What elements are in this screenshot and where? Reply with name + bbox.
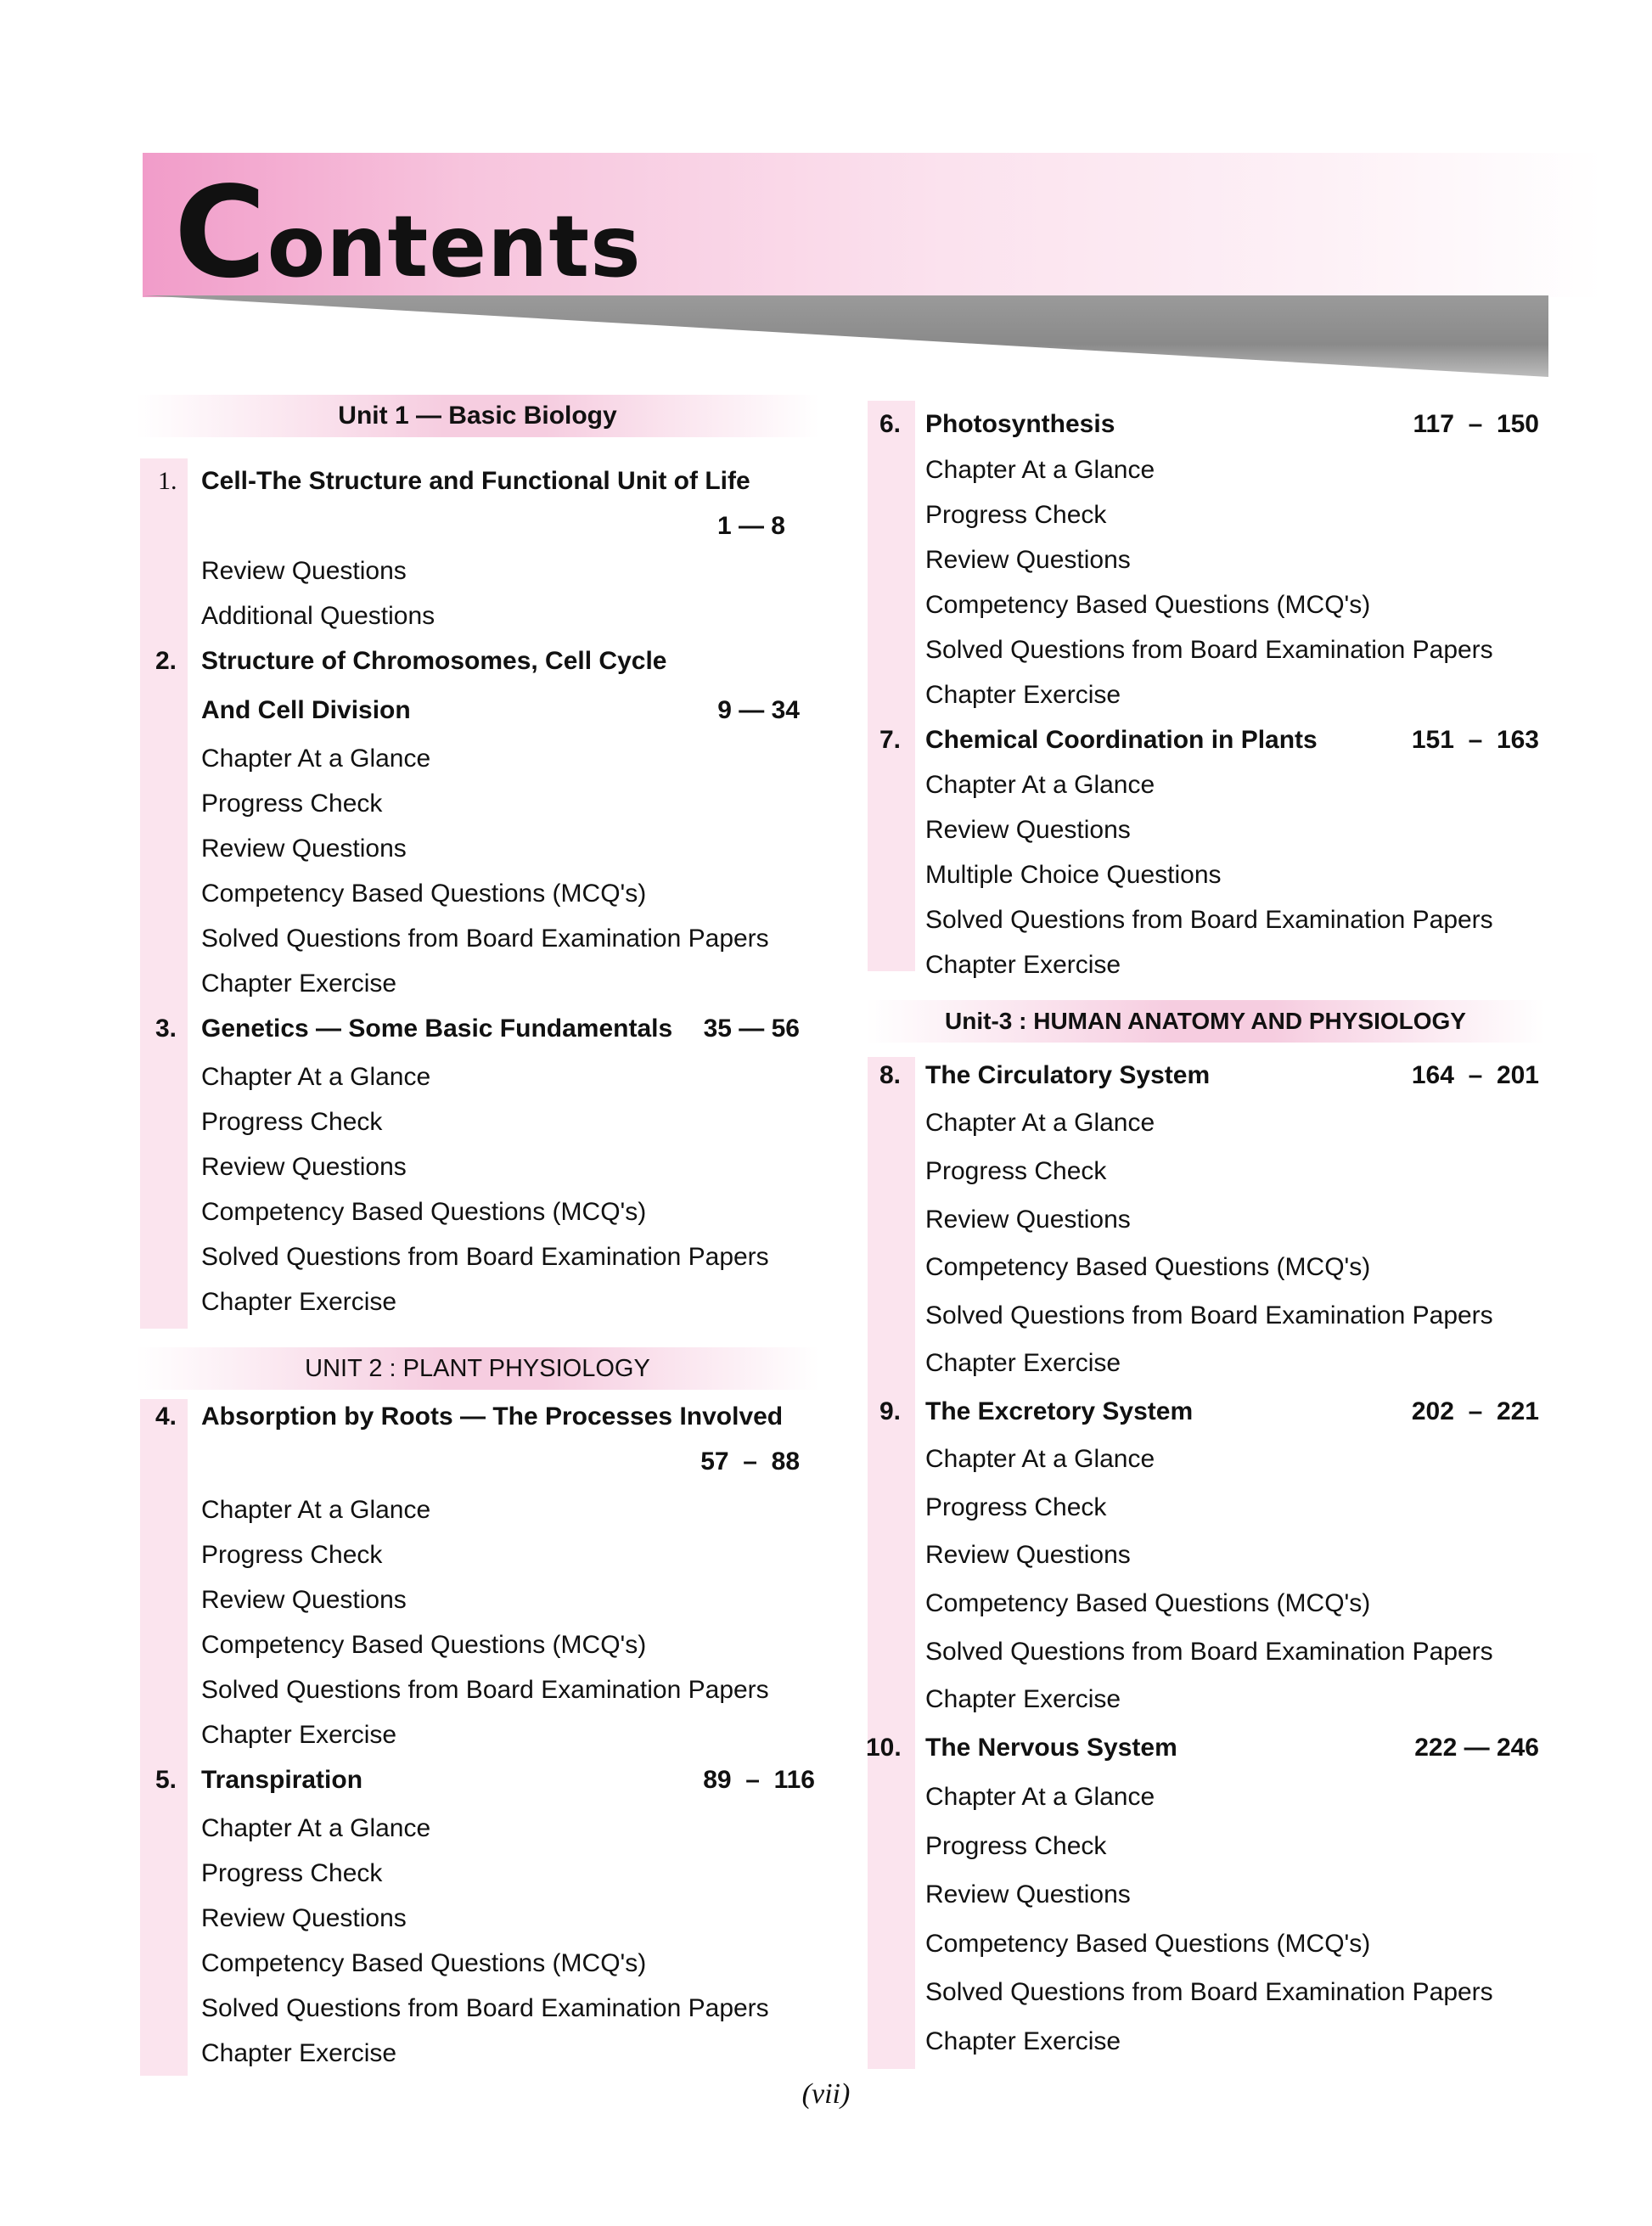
chapter-pages: 9 — 34: [717, 696, 800, 724]
chapter-pages: 1 — 8: [716, 512, 785, 540]
chapter-pages: 89 – 116: [703, 1766, 815, 1794]
chapter-number: 2.: [155, 647, 177, 675]
toc-item: Chapter Exercise: [925, 681, 1121, 709]
toc-item: Chapter Exercise: [201, 2039, 397, 2067]
toc-item: Chapter At a Glance: [925, 1445, 1155, 1473]
toc-item: Progress Check: [201, 1541, 383, 1569]
chapter-title: Chemical Coordination in Plants: [925, 726, 1318, 754]
toc-item: Chapter Exercise: [925, 951, 1121, 979]
toc-item: Competency Based Questions (MCQ's): [201, 1949, 647, 1977]
chapter-pages: 222 — 246: [1414, 1734, 1539, 1762]
toc-item: Chapter At a Glance: [201, 745, 431, 773]
toc-item: Progress Check: [925, 1157, 1107, 1185]
toc-item: Review Questions: [201, 1904, 407, 1932]
chapter-number: 6.: [879, 410, 902, 438]
unit-2-header: UNIT 2 : PLANT PHYSIOLOGY: [136, 1347, 819, 1390]
banner-shadow: [143, 295, 1548, 377]
toc-item: Chapter Exercise: [925, 1685, 1121, 1713]
toc-item: Review Questions: [925, 1880, 1131, 1908]
toc-item: Review Questions: [925, 1206, 1131, 1234]
chapter-title: The Excretory System: [925, 1397, 1194, 1425]
toc-item: Solved Questions from Board Examination Papers: [925, 636, 1493, 664]
toc-item: Solved Questions from Board Examination Papers: [925, 1978, 1493, 2006]
title-initial: C: [174, 160, 267, 306]
toc-item: Chapter At a Glance: [925, 1109, 1155, 1137]
toc-item: Competency Based Questions (MCQ's): [925, 1930, 1371, 1958]
unit-3-header: Unit-3 : HUMAN ANATOMY AND PHYSIOLOGY: [866, 1000, 1545, 1043]
chapter-pages: 117 – 150: [1413, 410, 1539, 438]
toc-item: Competency Based Questions (MCQ's): [201, 1198, 647, 1226]
chapter-number: 7.: [879, 726, 902, 754]
chapter-number: 5.: [155, 1766, 177, 1794]
toc-item: Progress Check: [925, 501, 1107, 529]
toc-item: Progress Check: [925, 1493, 1107, 1521]
toc-item: Progress Check: [201, 1108, 383, 1136]
page-folio: (vii): [801, 2078, 851, 2110]
chapter-number: 3.: [155, 1015, 177, 1043]
chapter-title-cont: And Cell Division: [201, 696, 411, 724]
toc-item: Progress Check: [201, 1859, 383, 1887]
toc-item: Review Questions: [201, 557, 407, 585]
toc-item: Competency Based Questions (MCQ's): [201, 880, 647, 908]
toc-item: Progress Check: [201, 790, 383, 818]
toc-item: Review Questions: [925, 546, 1131, 574]
chapter-title: The Circulatory System: [925, 1061, 1211, 1089]
toc-item: Competency Based Questions (MCQ's): [925, 591, 1371, 619]
left-strip-unit2: [140, 1399, 188, 2076]
toc-item: Chapter Exercise: [201, 970, 397, 998]
toc-item: Chapter At a Glance: [925, 456, 1155, 484]
toc-item: Chapter Exercise: [925, 1349, 1121, 1377]
toc-item: Review Questions: [925, 816, 1131, 844]
chapter-title: Cell-The Structure and Functional Unit of Life: [201, 467, 750, 495]
title-rest: ontents: [267, 197, 642, 296]
toc-item: Chapter Exercise: [201, 1288, 397, 1316]
chapter-pages: 202 – 221: [1411, 1397, 1539, 1425]
left-strip-unit1: [140, 458, 188, 1329]
chapter-title: Absorption by Roots — The Processes Involved: [201, 1402, 784, 1431]
chapter-title: Structure of Chromosomes, Cell Cycle: [201, 647, 667, 675]
right-strip-lower: [868, 1057, 915, 2069]
chapter-number: 9.: [879, 1397, 902, 1425]
chapter-title: Photosynthesis: [925, 410, 1115, 438]
toc-item: Chapter At a Glance: [925, 771, 1155, 799]
toc-item: Multiple Choice Questions: [925, 861, 1222, 889]
toc-item: Solved Questions from Board Examination Papers: [201, 925, 769, 953]
toc-item: Competency Based Questions (MCQ's): [925, 1253, 1371, 1281]
toc-item: Competency Based Questions (MCQ's): [925, 1589, 1371, 1617]
toc-item: Solved Questions from Board Examination Papers: [201, 1676, 769, 1704]
toc-item: Review Questions: [201, 835, 407, 863]
chapter-pages: 164 – 201: [1411, 1061, 1539, 1089]
toc-item: Chapter Exercise: [925, 2027, 1121, 2055]
toc-item: Chapter At a Glance: [925, 1783, 1155, 1811]
toc-item: Chapter At a Glance: [201, 1814, 431, 1842]
toc-item: Chapter Exercise: [201, 1721, 397, 1749]
toc-item: Chapter At a Glance: [201, 1496, 431, 1524]
chapter-number: 8.: [879, 1061, 902, 1089]
unit-1-header: Unit 1 — Basic Biology: [136, 395, 819, 437]
toc-item: Review Questions: [925, 1541, 1131, 1569]
chapter-number: 4.: [155, 1402, 177, 1431]
chapter-number: 1.: [158, 467, 177, 495]
chapter-number: 10.: [866, 1734, 902, 1762]
toc-item: Review Questions: [201, 1586, 407, 1614]
chapter-title: The Nervous System: [925, 1734, 1177, 1762]
toc-item: Solved Questions from Board Examination Papers: [925, 906, 1493, 934]
chapter-pages: 57 – 88: [700, 1447, 800, 1476]
chapter-pages: 35 — 56: [703, 1015, 800, 1043]
toc-item: Solved Questions from Board Examination Papers: [201, 1243, 769, 1271]
toc-item: Solved Questions from Board Examination Papers: [925, 1301, 1493, 1329]
right-strip-upper: [868, 401, 915, 971]
toc-item: Review Questions: [201, 1153, 407, 1181]
chapter-title: Genetics — Some Basic Fundamentals: [201, 1015, 673, 1043]
page-title: [174, 160, 642, 306]
chapter-title: Transpiration: [201, 1766, 363, 1794]
toc-item: Additional Questions: [201, 602, 435, 630]
toc-item: Solved Questions from Board Examination Papers: [201, 1994, 769, 2022]
chapter-pages: 151 – 163: [1411, 726, 1539, 754]
toc-item: Solved Questions from Board Examination Papers: [925, 1638, 1493, 1666]
toc-item: Chapter At a Glance: [201, 1063, 431, 1091]
toc-item: Competency Based Questions (MCQ's): [201, 1631, 647, 1659]
toc-item: Progress Check: [925, 1832, 1107, 1860]
